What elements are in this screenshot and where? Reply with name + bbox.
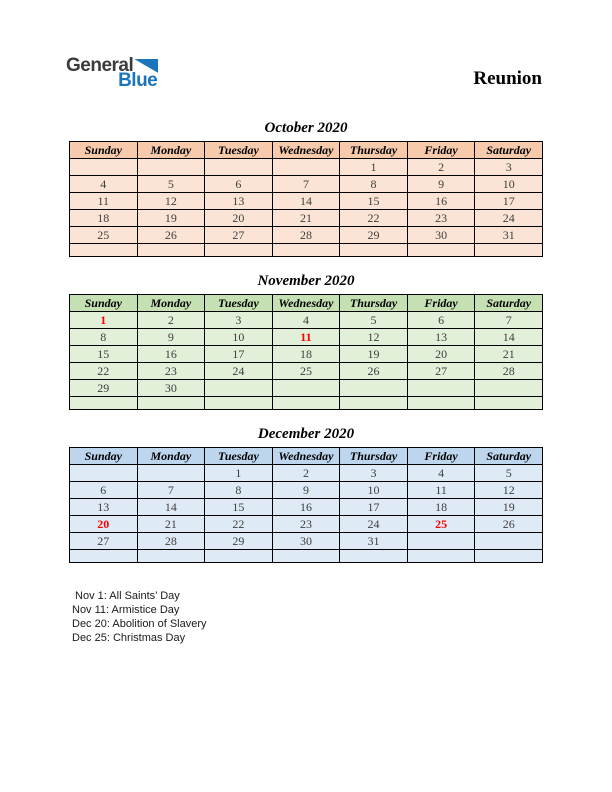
day-cell: 7	[137, 482, 205, 499]
day-cell: 9	[272, 482, 340, 499]
week-row	[70, 346, 543, 363]
weekday-header: Sunday	[70, 448, 138, 465]
weekday-header: Monday	[137, 142, 205, 159]
day-cell: 8	[205, 482, 273, 499]
weekday-header: Friday	[407, 142, 475, 159]
day-cell: 2	[272, 465, 340, 482]
day-cell	[70, 159, 138, 176]
day-cell	[340, 244, 408, 257]
week-row	[70, 397, 543, 410]
day-cell: 24	[340, 516, 408, 533]
day-cell: 17	[205, 346, 273, 363]
day-cell: 25	[70, 227, 138, 244]
week-row	[70, 312, 543, 329]
weekday-header: Saturday	[475, 142, 543, 159]
week-row	[70, 329, 543, 346]
day-cell: 4	[407, 465, 475, 482]
day-cell: 7	[272, 176, 340, 193]
day-cell: 23	[137, 363, 205, 380]
day-cell: 10	[205, 329, 273, 346]
day-cell-holiday: 1	[70, 312, 138, 329]
day-cell: 24	[205, 363, 273, 380]
day-cell	[475, 244, 543, 257]
day-cell: 1	[205, 465, 273, 482]
day-cell: 27	[205, 227, 273, 244]
day-cell-holiday: 25	[407, 516, 475, 533]
day-cell	[137, 550, 205, 563]
day-cell	[205, 244, 273, 257]
month-title: November 2020	[257, 273, 355, 289]
week-row	[70, 176, 543, 193]
day-cell: 11	[70, 193, 138, 210]
day-cell: 27	[407, 363, 475, 380]
day-cell	[205, 397, 273, 410]
weekday-header: Thursday	[340, 448, 408, 465]
week-row	[70, 227, 543, 244]
day-cell: 28	[272, 227, 340, 244]
day-cell: 14	[475, 329, 543, 346]
week-row	[70, 380, 543, 397]
week-row	[70, 533, 543, 550]
day-cell: 18	[272, 346, 340, 363]
day-cell: 5	[137, 176, 205, 193]
day-cell: 2	[137, 312, 205, 329]
day-cell: 20	[205, 210, 273, 227]
weekday-header-row	[70, 448, 543, 465]
day-cell: 7	[475, 312, 543, 329]
holiday-note-line: Nov 11: Armistice Day	[72, 604, 180, 616]
holiday-note-line: Nov 1: All Saints’ Day	[72, 590, 180, 602]
day-cell	[475, 550, 543, 563]
weekday-header: Saturday	[475, 448, 543, 465]
holiday-notes	[72, 589, 612, 645]
day-cell: 17	[340, 499, 408, 516]
month-october-2020	[69, 120, 543, 257]
day-cell: 28	[137, 533, 205, 550]
day-cell: 13	[205, 193, 273, 210]
day-cell: 31	[475, 227, 543, 244]
day-cell	[407, 380, 475, 397]
weekday-header: Sunday	[70, 142, 138, 159]
day-cell: 2	[407, 159, 475, 176]
weekday-header: Tuesday	[205, 448, 273, 465]
weekday-header-row	[70, 295, 543, 312]
day-cell	[205, 550, 273, 563]
week-row	[70, 482, 543, 499]
day-cell	[475, 380, 543, 397]
day-cell: 30	[407, 227, 475, 244]
day-cell: 19	[340, 346, 408, 363]
page-title: Reunion	[473, 68, 542, 89]
day-cell: 26	[137, 227, 205, 244]
weekday-header: Wednesday	[272, 142, 340, 159]
day-cell	[407, 397, 475, 410]
month-december-2020	[69, 426, 543, 563]
weekday-header: Friday	[407, 295, 475, 312]
day-cell	[340, 550, 408, 563]
day-cell	[272, 380, 340, 397]
day-cell: 31	[340, 533, 408, 550]
day-cell: 21	[137, 516, 205, 533]
logo-text-blue: Blue	[118, 70, 158, 91]
day-cell: 17	[475, 193, 543, 210]
page-header	[0, 0, 612, 100]
holiday-note-line: Dec 25: Christmas Day	[72, 632, 186, 644]
day-cell: 12	[475, 482, 543, 499]
day-cell: 5	[340, 312, 408, 329]
calendar-table	[69, 141, 543, 257]
day-cell	[137, 465, 205, 482]
day-cell: 6	[205, 176, 273, 193]
day-cell: 15	[70, 346, 138, 363]
day-cell	[70, 244, 138, 257]
day-cell	[475, 533, 543, 550]
week-row	[70, 363, 543, 380]
day-cell: 28	[475, 363, 543, 380]
day-cell	[272, 244, 340, 257]
day-cell	[70, 397, 138, 410]
week-row	[70, 465, 543, 482]
day-cell	[137, 159, 205, 176]
day-cell	[407, 533, 475, 550]
day-cell: 15	[205, 499, 273, 516]
week-row	[70, 193, 543, 210]
weekday-header: Friday	[407, 448, 475, 465]
week-row	[70, 499, 543, 516]
day-cell: 12	[340, 329, 408, 346]
week-row	[70, 159, 543, 176]
day-cell: 13	[407, 329, 475, 346]
day-cell: 24	[475, 210, 543, 227]
calendar-table	[69, 294, 543, 410]
weekday-header: Saturday	[475, 295, 543, 312]
day-cell: 22	[340, 210, 408, 227]
day-cell	[70, 550, 138, 563]
day-cell	[272, 159, 340, 176]
logo-text-general: General	[66, 55, 134, 76]
day-cell	[272, 550, 340, 563]
day-cell	[340, 397, 408, 410]
day-cell	[205, 159, 273, 176]
day-cell: 3	[475, 159, 543, 176]
day-cell: 22	[70, 363, 138, 380]
day-cell: 6	[70, 482, 138, 499]
day-cell: 29	[205, 533, 273, 550]
weekday-header: Thursday	[340, 295, 408, 312]
day-cell: 14	[272, 193, 340, 210]
day-cell: 30	[137, 380, 205, 397]
day-cell: 10	[475, 176, 543, 193]
day-cell: 5	[475, 465, 543, 482]
day-cell: 20	[407, 346, 475, 363]
weekday-header: Wednesday	[272, 295, 340, 312]
day-cell: 29	[340, 227, 408, 244]
day-cell: 21	[475, 346, 543, 363]
weekday-header: Sunday	[70, 295, 138, 312]
day-cell: 29	[70, 380, 138, 397]
general-blue-logo	[66, 56, 158, 90]
day-cell: 23	[407, 210, 475, 227]
day-cell: 21	[272, 210, 340, 227]
day-cell: 30	[272, 533, 340, 550]
day-cell: 3	[205, 312, 273, 329]
day-cell-holiday: 20	[70, 516, 138, 533]
day-cell	[137, 397, 205, 410]
day-cell	[137, 244, 205, 257]
day-cell: 25	[272, 363, 340, 380]
day-cell: 18	[70, 210, 138, 227]
month-november-2020	[69, 273, 543, 410]
day-cell: 26	[340, 363, 408, 380]
day-cell	[407, 550, 475, 563]
day-cell: 9	[407, 176, 475, 193]
month-title: December 2020	[257, 426, 355, 442]
week-row	[70, 244, 543, 257]
day-cell	[205, 380, 273, 397]
day-cell	[340, 380, 408, 397]
day-cell: 22	[205, 516, 273, 533]
weekday-header: Monday	[137, 448, 205, 465]
day-cell: 10	[340, 482, 408, 499]
day-cell: 23	[272, 516, 340, 533]
day-cell: 6	[407, 312, 475, 329]
day-cell: 1	[340, 159, 408, 176]
weekday-header-row	[70, 142, 543, 159]
day-cell: 18	[407, 499, 475, 516]
day-cell	[407, 244, 475, 257]
day-cell: 8	[340, 176, 408, 193]
calendar-table	[69, 447, 543, 563]
day-cell: 8	[70, 329, 138, 346]
day-cell: 9	[137, 329, 205, 346]
weekday-header: Tuesday	[205, 295, 273, 312]
day-cell: 19	[475, 499, 543, 516]
day-cell	[475, 397, 543, 410]
day-cell: 26	[475, 516, 543, 533]
day-cell: 19	[137, 210, 205, 227]
week-row	[70, 550, 543, 563]
day-cell	[70, 465, 138, 482]
day-cell	[272, 397, 340, 410]
day-cell: 16	[137, 346, 205, 363]
day-cell: 3	[340, 465, 408, 482]
day-cell: 4	[70, 176, 138, 193]
holiday-note-line: Dec 20: Abolition of Slavery	[72, 618, 207, 630]
day-cell: 16	[272, 499, 340, 516]
weekday-header: Wednesday	[272, 448, 340, 465]
week-row	[70, 210, 543, 227]
day-cell: 11	[407, 482, 475, 499]
day-cell: 13	[70, 499, 138, 516]
day-cell: 12	[137, 193, 205, 210]
day-cell: 16	[407, 193, 475, 210]
day-cell-holiday: 11	[272, 329, 340, 346]
week-row	[70, 516, 543, 533]
weekday-header: Tuesday	[205, 142, 273, 159]
day-cell: 14	[137, 499, 205, 516]
weekday-header: Monday	[137, 295, 205, 312]
months-container	[0, 120, 612, 563]
weekday-header: Thursday	[340, 142, 408, 159]
day-cell: 27	[70, 533, 138, 550]
month-title: October 2020	[264, 120, 348, 136]
day-cell: 15	[340, 193, 408, 210]
day-cell: 4	[272, 312, 340, 329]
